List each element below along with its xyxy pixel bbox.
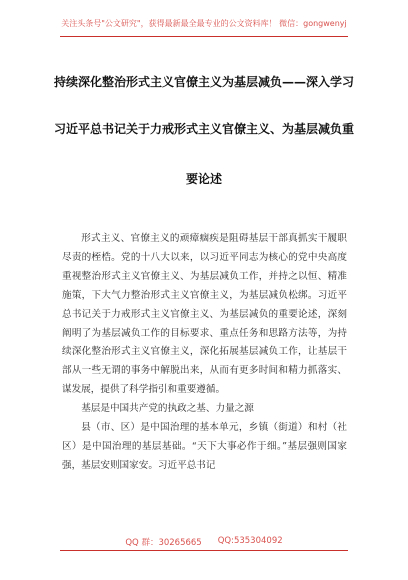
footer-divider [60, 550, 348, 551]
body-paragraph-3: 县（市、区）是中国治理的基本单元，乡镇（街道）和村（社区）是中国治理的基层基础。“天下大事必作于细。”基层强则国家强，基层安则国家安。习近平总书记 [62, 422, 347, 471]
footer-qq-group: QQ 群：30265665 [125, 538, 202, 548]
body-paragraph-1: 形式主义、官僚主义的顽瘴痼疾是阻碍基层干部真抓实干履职尽责的桎梏。党的十八大以来，以习近平同志为核心的党中央高度重视整治形式主义官僚主义、为基层减负工作，并持之以恒、精准施策，下大气力整治形式主义官僚主义，为基层减负松绑。习近平总书记关于力戒形式主义官僚主义、为基层减负的重要论述，深刻阐明了为基层减负工作的目标要求、重点任务和思路方法等，为持续深化整治形式主义官僚主义，深化拓展基层减负工作，让基层干部从一些无谓的事务中解脱出来，从而有更多时间和精力抓落实、谋发展，提供了科学指引和重要遵循。 [62, 233, 347, 396]
document-title-line-3: 要论述 [185, 172, 222, 186]
body-paragraph-2: 基层是中国共产党的执政之基、力量之源 [81, 403, 254, 415]
header-banner: 关注头条号"公文研究"，获得最新最全最专业的公文资料库！ 微信：gongwenyj [61, 19, 347, 28]
document-body [62, 230, 347, 476]
header-divider [60, 36, 348, 37]
document-title-line-1: 持续深化整治形式主义官僚主义为基层减负——深入学习 [53, 75, 354, 89]
document-title-line-2: 习近平总书记关于力戒形式主义官僚主义、为基层减负重 [53, 122, 354, 136]
footer-qq-number: QQ:535304092 [217, 536, 283, 546]
footer-contact [0, 536, 408, 548]
